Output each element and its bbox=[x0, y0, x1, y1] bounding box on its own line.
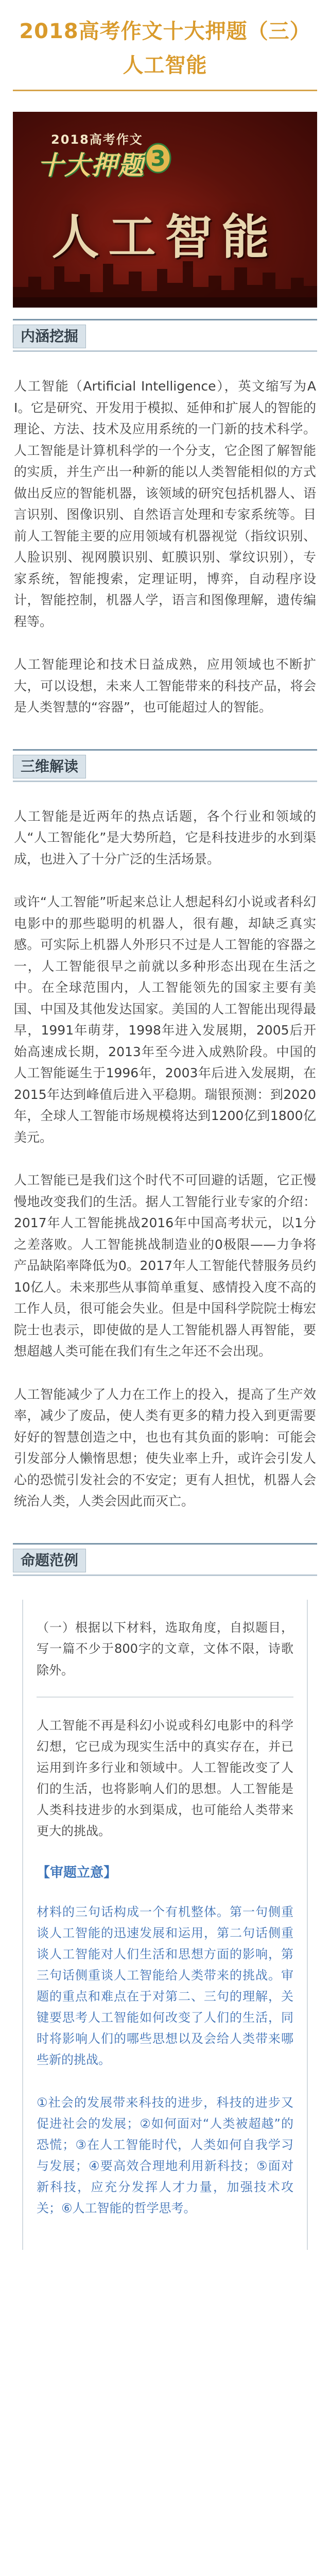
question-divider bbox=[37, 1697, 293, 1698]
title-block bbox=[13, 0, 317, 91]
section-header-interpretation bbox=[13, 749, 317, 782]
banner-title: 人工智能 bbox=[51, 210, 279, 265]
section-label: 内涵挖掘 bbox=[13, 325, 86, 348]
essay-question: （一）根据以下材料，选取角度，自拟题目，写一篇不少于800字的文章，文体不限，诗歌除外。 bbox=[37, 1620, 293, 1677]
paragraph: 人工智能（Artificial Intelligence），英文缩写为AI。它是研究、开发用于模拟、延伸和扩展人的智能的理论、方法、技术及应用系统的一门新的技术科学。人工智能是计算机科学的一个分支，它企图了解智能的实质，并生产出一种新的能以人类智能相似的方式做出反应的智能机器，该领域的研究包括机器人、语言识别、图像识别、自然语言处理和专家系统等。目前人工智能主要的应用领域有机器视觉（指纹识别、人脸识别、视网膜识别、虹膜识别、掌纹识别），专家系统，智能搜索，定理证明，博弈，自动程序设计，智能控制，机器人学，语言和图像理解，遗传编程等。 bbox=[14, 379, 316, 629]
number-three-badge-icon bbox=[144, 142, 172, 175]
analysis-text: 材料的三句话构成一个有机整体。第一句侧重谈人工智能的迅速发展和运用，第二句话侧重谈人工智能对人们生活和思想方面的影响，第三句话侧重谈人工智能给人类带来的挑战。审题的重点和难点在于对第二、三句的理解，关键要思考人工智能如何改变了人们的生活，同时将影响人们的哪些思想以及会给人类带来哪些新的挑战。 bbox=[37, 1905, 293, 2067]
banner-image bbox=[13, 112, 317, 308]
banner-badge bbox=[38, 129, 171, 183]
material-text: 人工智能不再是科幻小说或科幻电影中的科学幻想，它已成为现实生活中的真实存在，并已运用到许多行业和领域中。人工智能改变了人们的生活，也将影响人们的思想。人工智能是人类科技进步的水到渠成，也可能给人类带来更大的挑战。 bbox=[37, 1718, 293, 1838]
section-header-connotation bbox=[13, 319, 317, 352]
analysis-heading: 【审题立意】 bbox=[37, 1865, 117, 1880]
page-title: 2018高考作文十大押题（三） bbox=[19, 20, 311, 43]
paragraph: 人工智能是近两年的热点话题，各个行业和领域的人“人工智能化”是大势所趋，它是科技进步的水到渠成，也进入了十分广泛的生活场景。 bbox=[14, 808, 316, 867]
banner-badge-main: 十大押题 bbox=[38, 150, 145, 180]
interpretation-section bbox=[13, 782, 317, 1512]
section-header-examples bbox=[13, 1543, 317, 1576]
banner-badge-number: 3 bbox=[150, 146, 166, 171]
example-frame bbox=[22, 1600, 308, 2250]
connotation-section bbox=[13, 352, 317, 718]
paragraph: 人工智能已是我们这个时代不可回避的话题，它正慢慢地改变我们的生活。据人工智能行业专家的介绍：2017年人工智能挑战2016年中国高考状元，以1分之差落败。人工智能挑战制造业的0极限——力争将产品缺陷率降低为0。2017年人工智能代替服务员约10亿人。未来那些从事简单重复、感情投入度不高的工作人员，很可能会失业。但是中国科学院院士梅宏院士也表示，即使做的是人工智能机器人再智能，要想超越人类可能在我们有生之年还不会出现。 bbox=[14, 1173, 316, 1359]
paragraph: 人工智能理论和技术日益成熟，应用领域也不断扩大，可以设想，未来人工智能带来的科技产品，将会是人类智慧的“容器”，也可能超过人的智能。 bbox=[14, 657, 316, 715]
paragraph: 人工智能减少了人力在工作上的投入，提高了生产效率，减少了废品，使人类有更多的精力投入到更需要好好的智慧创造之中，也也有其负面的影响：可能会引发部分人懒惰思想；使失业率上升，或许会引发人心的恐慌引发社会的不安定；更有人担忧，机器人会统治人类，人类会因此而灭亡。 bbox=[14, 1386, 316, 1509]
banner-badge-top: 2018高考作文 bbox=[51, 132, 143, 147]
section-label: 命题范例 bbox=[13, 1549, 86, 1572]
section-label: 三维解读 bbox=[13, 755, 86, 778]
page-subtitle: 人工智能 bbox=[123, 54, 207, 77]
title-divider bbox=[13, 90, 317, 91]
essay-angle-points: ①社会的发展带来科技的进步，科技的进步又促进社会的发展；②如何面对“人类被超越”的恐慌；③在人工智能时代，人类如何自我学习与发展；④要高效合理地利用新科技；⑤面对新科技，应充分发挥人才力量，加强技术攻关；⑥人工智能的哲学思考。 bbox=[37, 2095, 293, 2215]
paragraph: 或许“人工智能”听起来总让人想起科幻小说或者科幻电影中的那些聪明的机器人，很有趣，却缺乏真实感。可实际上机器人外形只不过是人工智能的容器之一，人工智能很早之前就以多种形态出现在生活之中。在全球范围内，人工智能领先的国家主要有美国、中国及其他发达国家。美国的人工智能出现得最早，1991年萌芽，1998年进入发展期，2005后开始高速成长期，2013年至今进入成熟阶段。中国的人工智能诞生于1996年，2003年后进入发展期，在2015年达到峰值后进入平稳期。瑞银预测：到2020年，全球人工智能市场规模将达到1200亿到1800亿美元。 bbox=[14, 894, 316, 1145]
